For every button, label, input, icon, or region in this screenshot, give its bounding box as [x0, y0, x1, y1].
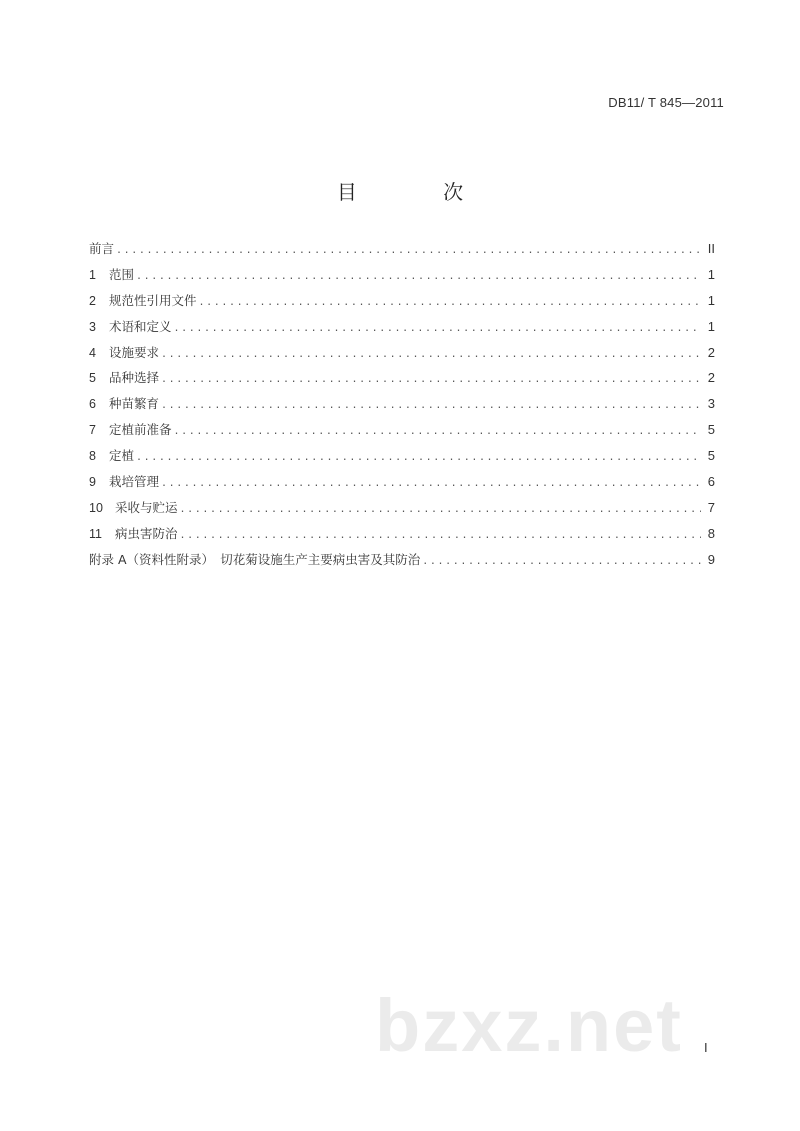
- toc-entry-page: 3: [707, 396, 715, 412]
- toc-entry-page: 2: [707, 344, 715, 360]
- toc-entry-label: 病虫害防治: [115, 525, 178, 541]
- toc-entry-number: 1: [89, 267, 96, 282]
- table-of-contents: [89, 239, 715, 576]
- toc-entry-number: 9: [89, 475, 96, 490]
- toc-leader: [161, 374, 701, 385]
- page-number: I: [704, 1040, 708, 1055]
- toc-entry-9[interactable]: [89, 472, 715, 498]
- toc-entry-page: 1: [707, 292, 715, 308]
- toc-entry-2[interactable]: [89, 291, 715, 317]
- standard-code: DB11/ T 845—2011: [608, 95, 724, 110]
- toc-entry-page: 8: [707, 525, 715, 541]
- toc-leader: [136, 452, 701, 463]
- toc-entry-label: 定植: [109, 448, 135, 464]
- toc-entry-label: 范围: [109, 266, 135, 282]
- toc-entry-label: 前言: [89, 241, 115, 256]
- watermark: bzxz.net: [375, 984, 683, 1067]
- toc-entry-label: 术语和定义: [109, 318, 172, 334]
- toc-entry-6[interactable]: [89, 394, 715, 420]
- toc-entry-page: 9: [707, 551, 715, 567]
- toc-entry-label: 种苗繁育: [109, 396, 160, 412]
- toc-entry-7[interactable]: [89, 420, 715, 446]
- toc-leader: [161, 400, 701, 411]
- toc-entry-11[interactable]: [89, 524, 715, 550]
- toc-entry-appendix-a[interactable]: [89, 550, 715, 576]
- toc-leader: [199, 297, 701, 308]
- toc-entry-number: 6: [89, 397, 96, 412]
- toc-leader: [422, 556, 701, 567]
- toc-leader: [180, 530, 701, 541]
- toc-title: 目 次: [336, 180, 504, 204]
- toc-entry-number: 10: [89, 500, 103, 515]
- toc-entry-page: 5: [707, 448, 715, 464]
- toc-entry-label: 定植前准备: [109, 422, 172, 438]
- toc-entry-page: 6: [707, 474, 715, 490]
- toc-leader: [174, 426, 701, 437]
- toc-entry-5[interactable]: [89, 368, 715, 394]
- toc-leader: [174, 323, 701, 334]
- toc-entry-number: 3: [89, 319, 96, 334]
- toc-entry-page: 2: [707, 370, 715, 386]
- toc-entry-page: 5: [707, 422, 715, 438]
- toc-entry-number: 4: [89, 345, 96, 360]
- toc-entry-4[interactable]: [89, 343, 715, 369]
- toc-entry-3[interactable]: [89, 317, 715, 343]
- toc-entry-number: 5: [89, 371, 96, 386]
- toc-entry-page: 1: [707, 266, 715, 282]
- toc-entry-number: 8: [89, 449, 96, 464]
- toc-entry-number: 7: [89, 423, 96, 438]
- toc-entry-label: 附录 A（资料性附录） 切花菊设施生产主要病虫害及其防治: [89, 551, 421, 567]
- toc-entry-1[interactable]: [89, 265, 715, 291]
- toc-entry-label: 栽培管理: [109, 474, 160, 490]
- toc-entry-page: 1: [707, 318, 715, 334]
- toc-entry-10[interactable]: [89, 498, 715, 524]
- toc-leader: [161, 478, 701, 489]
- toc-entry-number: 11: [89, 526, 102, 541]
- toc-entry-label: 采收与贮运: [115, 499, 178, 515]
- toc-leader: [161, 349, 701, 360]
- toc-entry-8[interactable]: [89, 446, 715, 472]
- toc-entry-page: 7: [707, 499, 715, 515]
- toc-entry-label: 品种选择: [109, 370, 160, 386]
- toc-entry-number: 2: [89, 293, 96, 308]
- toc-leader: [136, 271, 701, 282]
- toc-entry-label: 规范性引用文件: [109, 292, 197, 308]
- toc-entry-foreword[interactable]: [89, 239, 715, 265]
- toc-leader: [116, 245, 701, 256]
- toc-leader: [180, 504, 701, 515]
- toc-entry-label: 设施要求: [109, 344, 160, 360]
- toc-entry-page: II: [707, 241, 715, 256]
